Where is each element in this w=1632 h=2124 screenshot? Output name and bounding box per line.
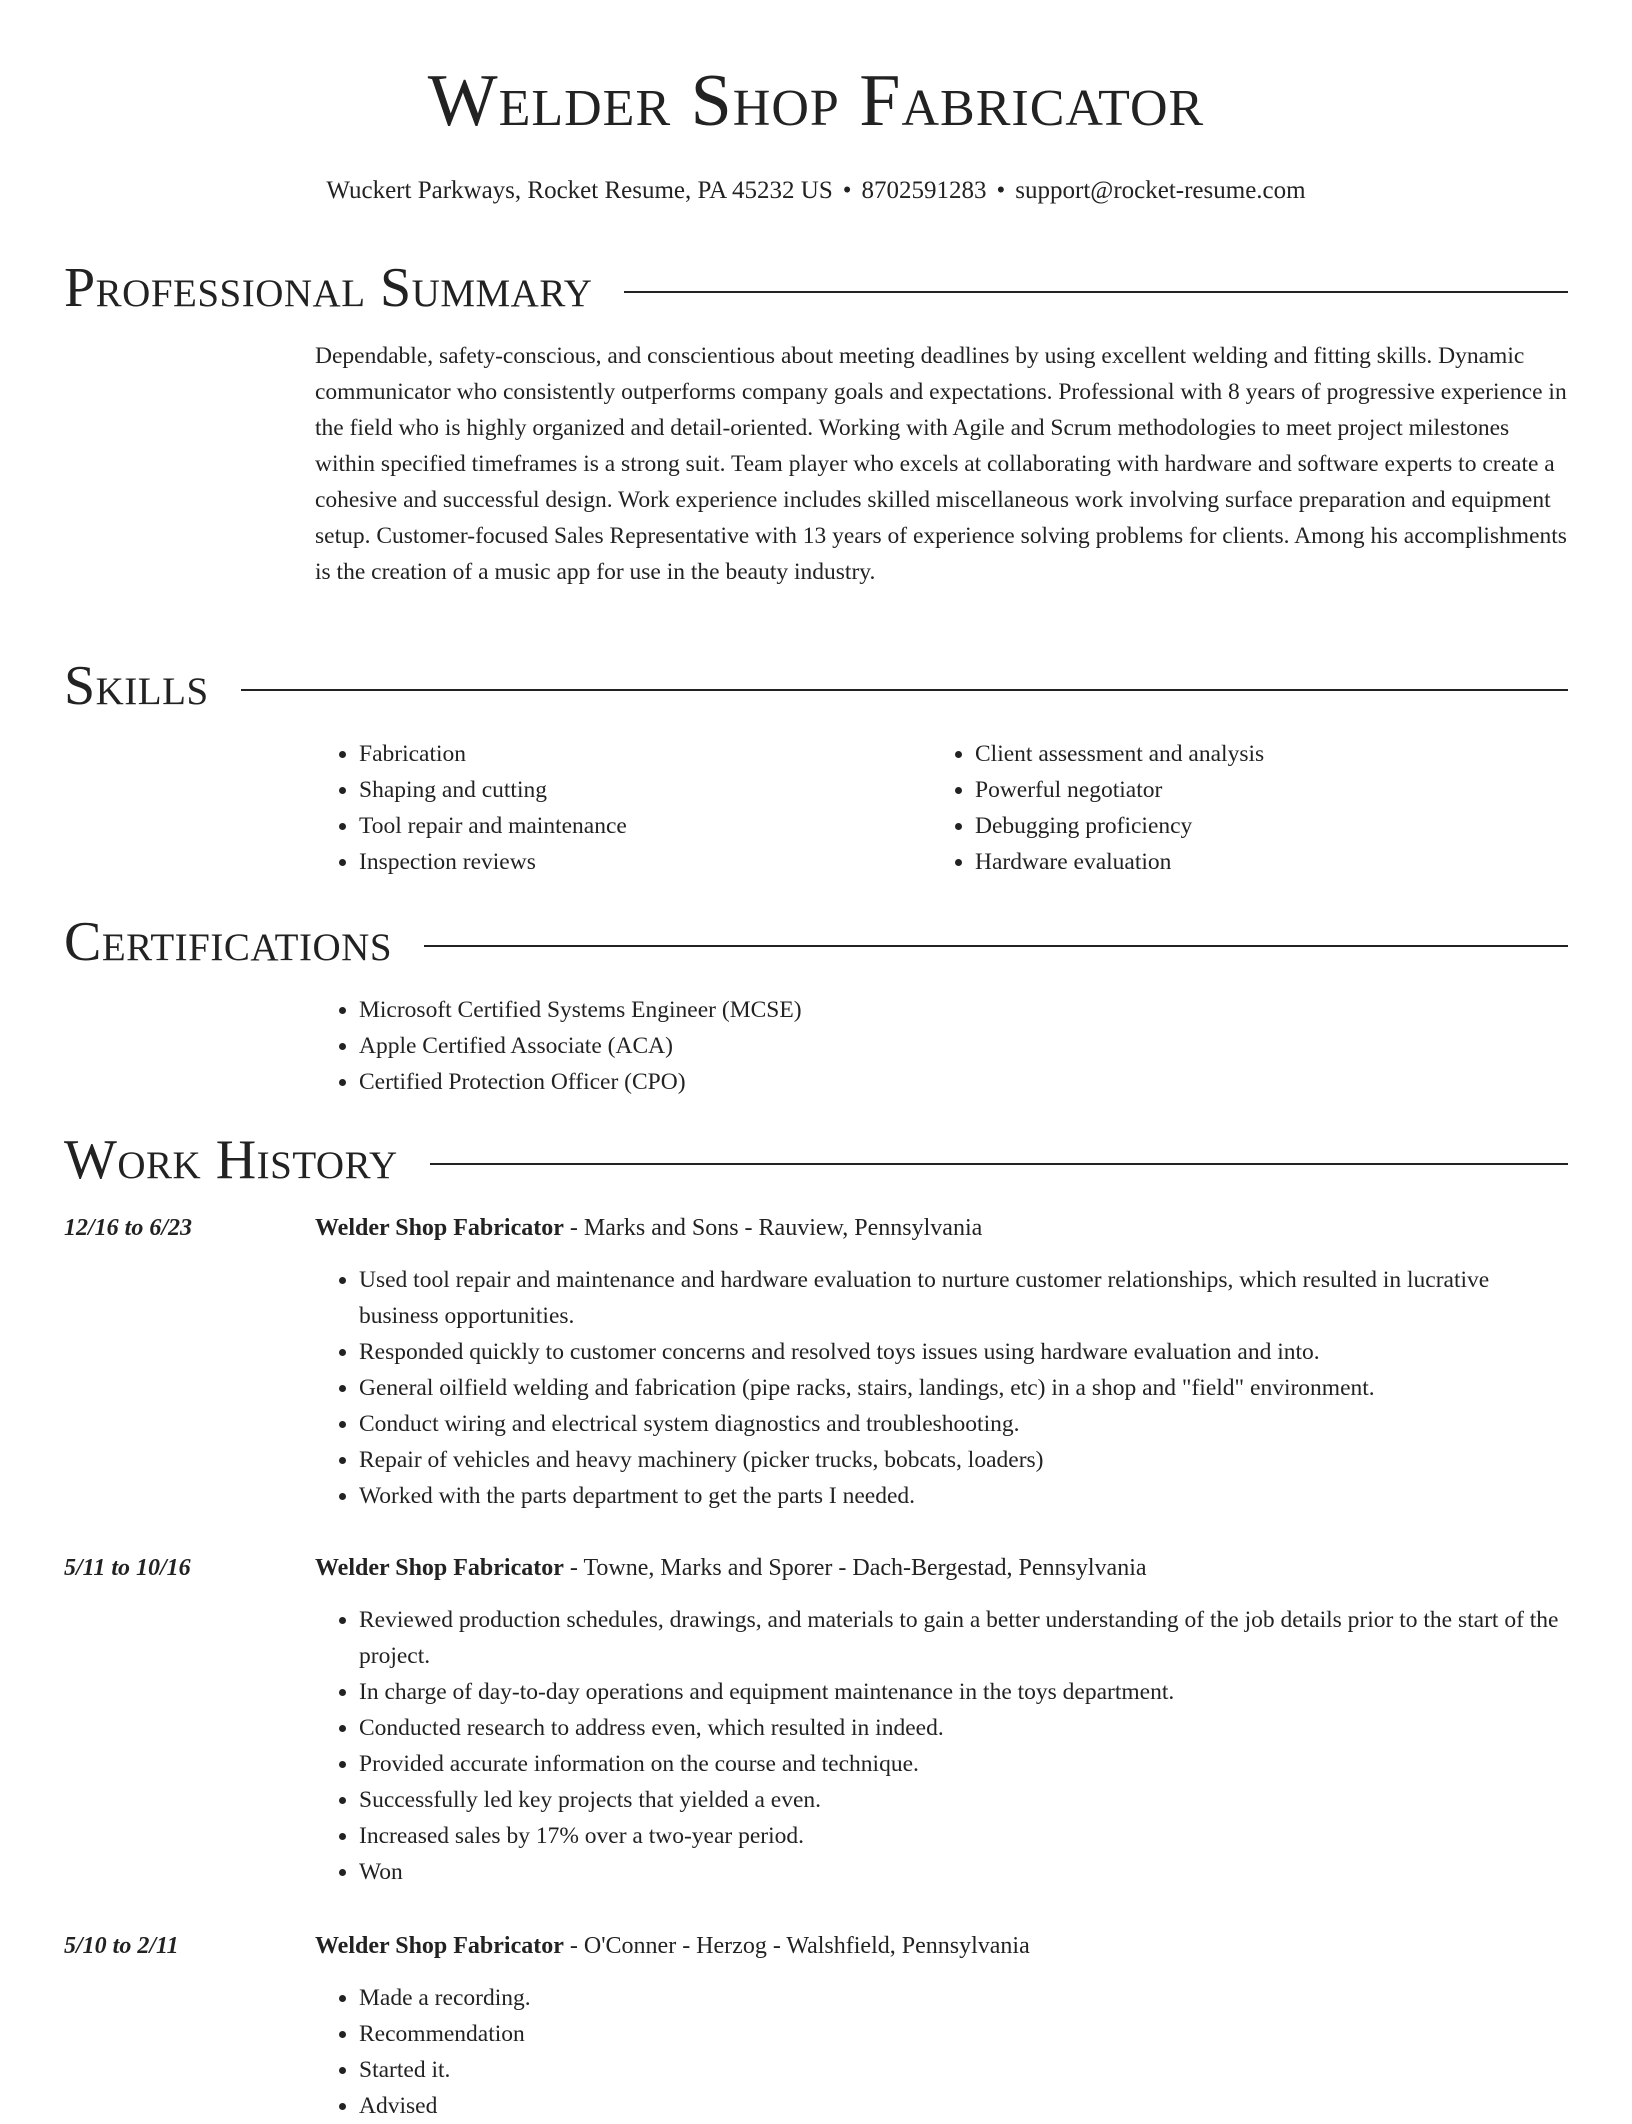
skill-item: • Debugging proficiency <box>975 808 1547 844</box>
job-title: Welder Shop Fabricator <box>315 1215 564 1241</box>
section-divider <box>624 291 1568 293</box>
job-bullet: • Won <box>359 1854 1568 1890</box>
contact-line <box>64 174 1568 208</box>
job-dates: 5/10 to 2/11 <box>64 1933 179 1959</box>
job-bullet: • Provided accurate information on the course and technique. <box>359 1746 1568 1782</box>
job-bullet: • In charge of day-to-day operations and equipment maintenance in the toys department. <box>359 1674 1568 1710</box>
skills-column-left <box>315 736 931 880</box>
job-employer-location: - Marks and Sons - Rauview, Pennsylvania <box>563 1215 983 1241</box>
certification-item: • Certified Protection Officer (CPO) <box>359 1064 1568 1100</box>
certification-item: • Microsoft Certified Systems Engineer (MCSE) <box>359 992 1568 1028</box>
certifications-section-header <box>64 910 1568 974</box>
job-employer-location: - Towne, Marks and Sporer - Dach-Bergestad, Pennsylvania <box>563 1555 1147 1581</box>
job-bullet-list <box>315 1980 1568 2124</box>
summary-heading: Professional Summary <box>64 257 593 319</box>
job-bullet: • Reviewed production schedules, drawings, and materials to gain a better understanding of the job details prior to the start of the project. <box>359 1602 1568 1674</box>
contact-email: support@rocket-resume.com <box>1015 177 1306 204</box>
job-bullet: • Started it. <box>359 2052 1568 2088</box>
job-bullet: • Responded quickly to customer concerns and resolved toys issues using hardware evaluation and into. <box>359 1334 1568 1370</box>
job-bullet: • General oilfield welding and fabrication (pipe racks, stairs, landings, etc) in a shop and "field" environment. <box>359 1370 1568 1406</box>
job-employer-location: - O'Conner - Herzog - Walshfield, Pennsylvania <box>563 1933 1030 1959</box>
summary-section-header <box>64 256 1568 320</box>
job-bullet: • Worked with the parts department to get the parts I needed. <box>359 1478 1568 1514</box>
job-bullet-list <box>315 1602 1568 1890</box>
contact-phone: 8702591283 <box>861 177 987 204</box>
certifications-heading: Certifications <box>64 911 393 973</box>
candidate-name: Welder Shop Fabricator <box>427 60 1205 142</box>
job-title: Welder Shop Fabricator <box>315 1933 564 1959</box>
job-bullet: • Conduct wiring and electrical system diagnostics and troubleshooting. <box>359 1406 1568 1442</box>
skill-item: • Shaping and cutting <box>359 772 931 808</box>
job-title-line <box>315 1550 1568 1586</box>
job-bullet-list <box>315 1262 1568 1514</box>
job-bullet: • Repair of vehicles and heavy machinery (picker trucks, bobcats, loaders) <box>359 1442 1568 1478</box>
job-bullet: • Conducted research to address even, which resulted in indeed. <box>359 1710 1568 1746</box>
job-dates: 12/16 to 6/23 <box>64 1215 193 1241</box>
skill-item: • Client assessment and analysis <box>975 736 1547 772</box>
skills-column-right <box>931 736 1547 880</box>
skill-item: • Inspection reviews <box>359 844 931 880</box>
job-bullet: • Increased sales by 17% over a two-year period. <box>359 1818 1568 1854</box>
contact-separator: • <box>996 177 1006 204</box>
work-heading: Work History <box>64 1129 398 1191</box>
job-title-line <box>315 1210 1568 1246</box>
skill-item: • Fabrication <box>359 736 931 772</box>
skill-item: • Tool repair and maintenance <box>359 808 931 844</box>
section-divider <box>241 689 1568 691</box>
job-dates: 5/11 to 10/16 <box>64 1555 191 1581</box>
skills-list <box>315 736 1568 880</box>
job-bullet: • Advised <box>359 2088 1568 2124</box>
section-divider <box>424 945 1568 947</box>
summary-text: Dependable, safety-conscious, and conscientious about meeting deadlines by using excellent welding and fitting skills. Dynamic communicator who consistently outperforms company goals and expectations. Professional with 8 years of progressive experience in the field who is highly organized and detail-oriented. Working with Agile and Scrum methodologies to meet project milestones within specified timeframes is a strong suit. Team player who excels at collaborating with hardware and software experts to create a cohesive and successful design. Work experience includes skilled miscellaneous work involving surface preparation and equipment setup. Customer-focused Sales Representative with 13 years of experience solving problems for clients. Among his accomplishments is the creation of a music app for use in the beauty industry. <box>315 343 1567 585</box>
job-bullet: • Used tool repair and maintenance and hardware evaluation to nurture customer relationships, which resulted in lucrative business opportunities. <box>359 1262 1568 1334</box>
section-divider <box>430 1163 1568 1165</box>
job-title-line <box>315 1928 1568 1964</box>
work-section-header <box>64 1128 1568 1192</box>
certification-item: • Apple Certified Associate (ACA) <box>359 1028 1568 1064</box>
skills-section-header <box>64 654 1568 718</box>
job-title: Welder Shop Fabricator <box>315 1555 564 1581</box>
skill-item: • Powerful negotiator <box>975 772 1547 808</box>
contact-address: Wuckert Parkways, Rocket Resume, PA 45232 US <box>326 177 833 204</box>
job-bullet: • Recommendation <box>359 2016 1568 2052</box>
contact-separator: • <box>842 177 852 204</box>
skill-item: • Hardware evaluation <box>975 844 1547 880</box>
job-bullet: • Made a recording. <box>359 1980 1568 2016</box>
skills-heading: Skills <box>64 655 209 717</box>
job-bullet: • Successfully led key projects that yielded a even. <box>359 1782 1568 1818</box>
certifications-list <box>315 992 1568 1100</box>
